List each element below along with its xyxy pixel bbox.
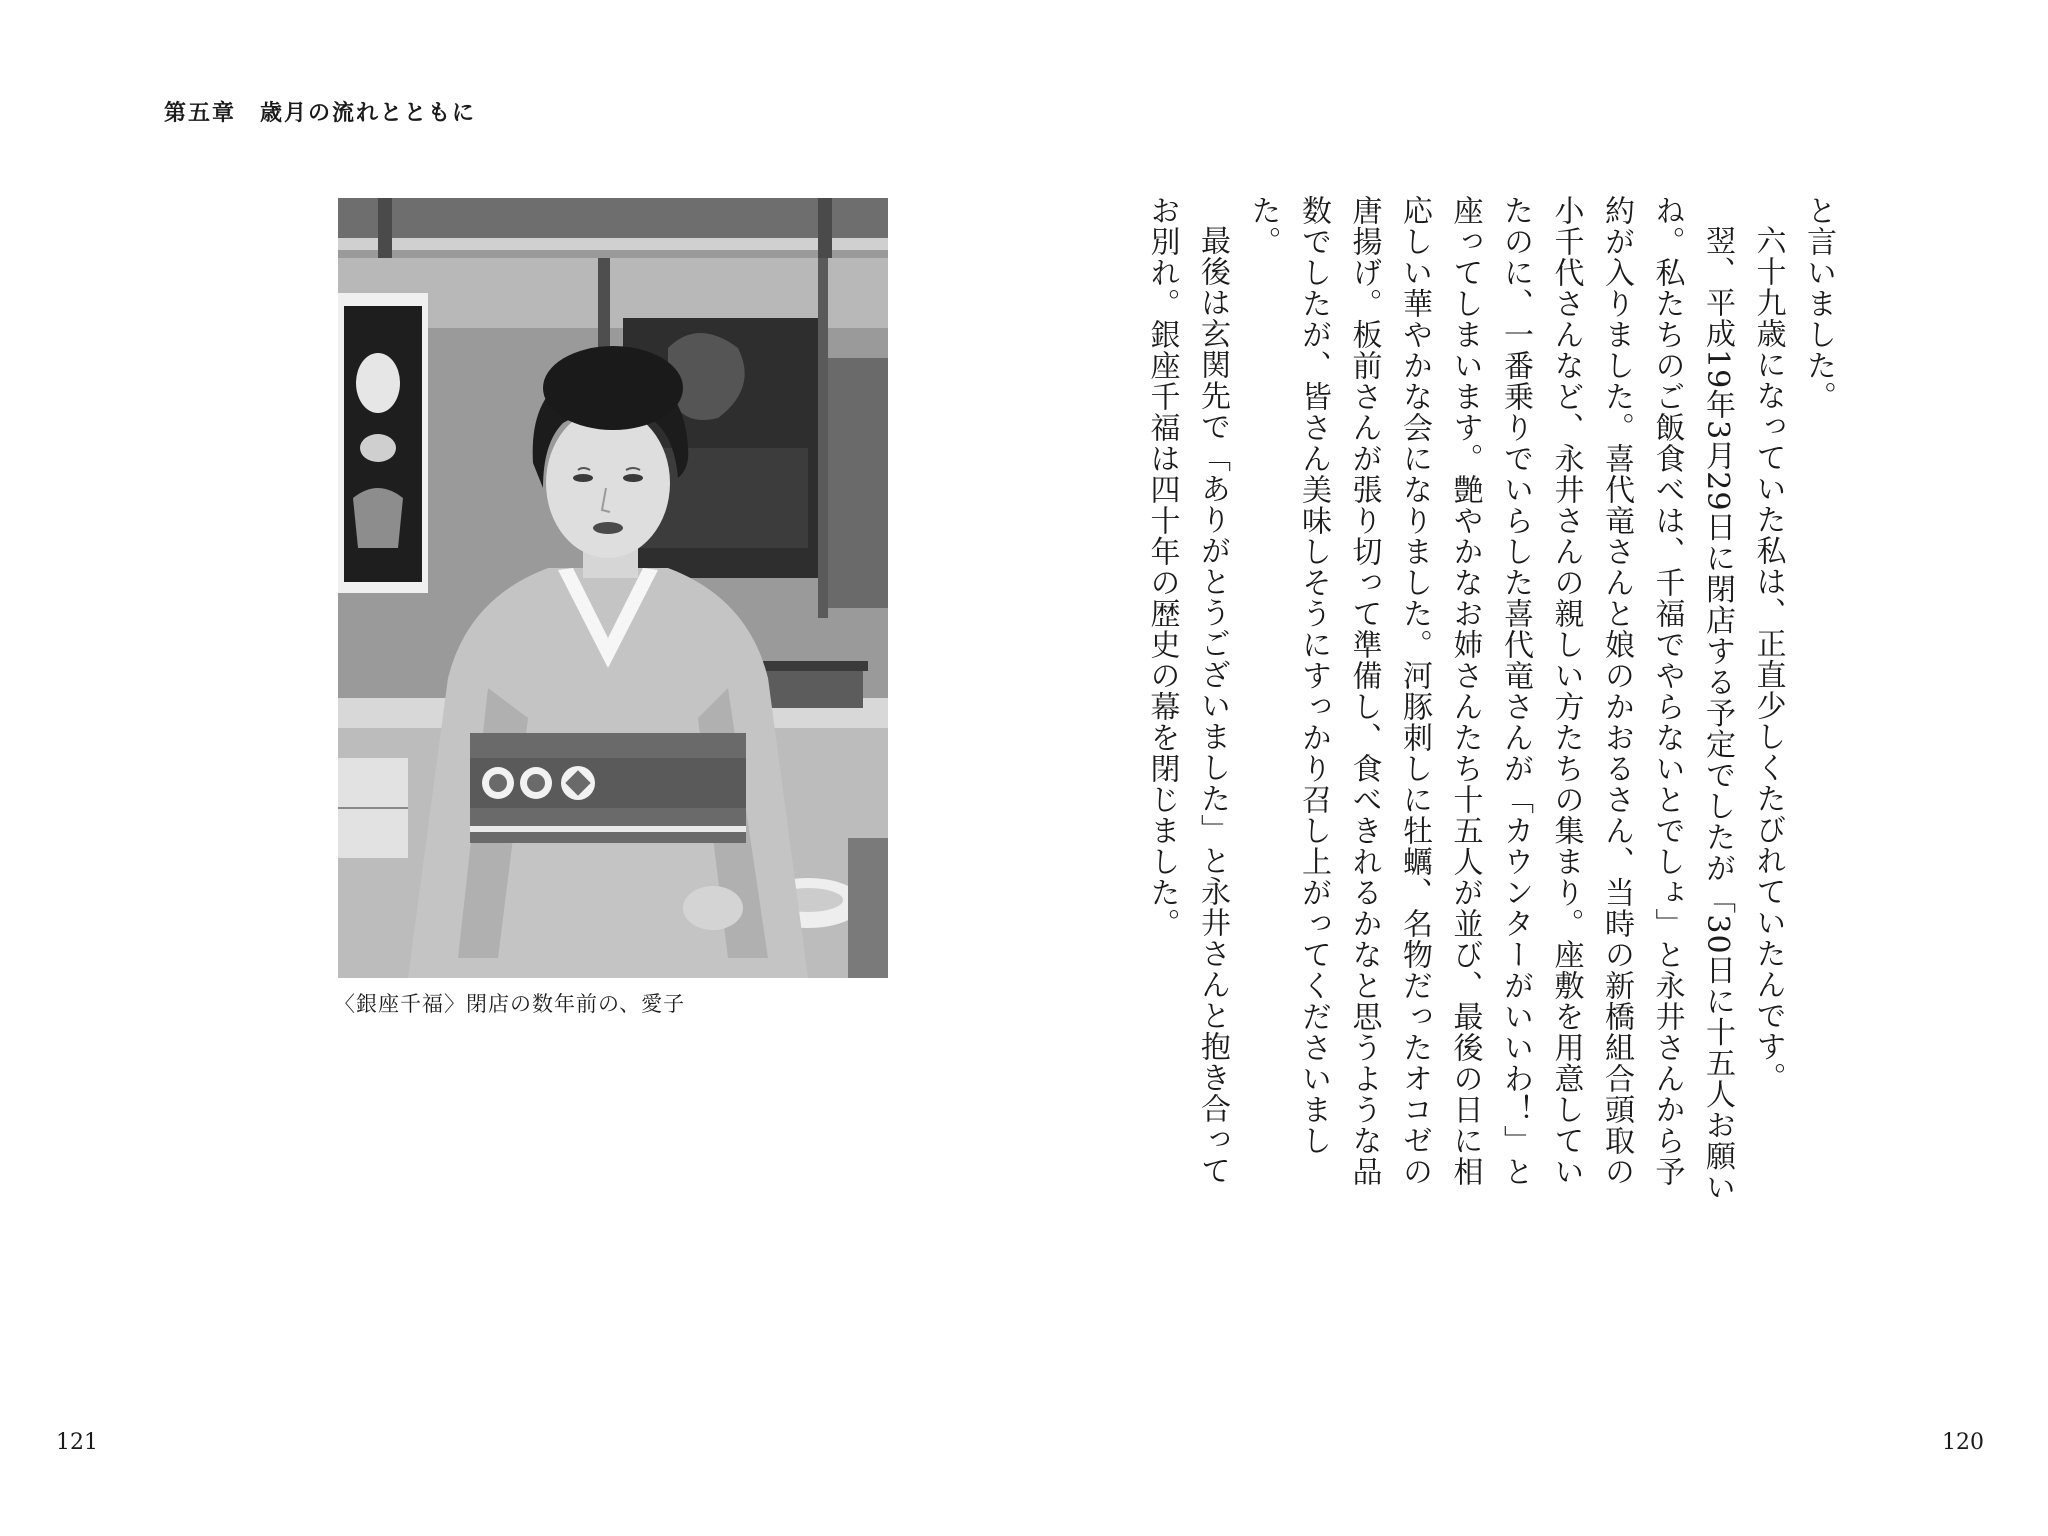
portrait-photo xyxy=(338,198,888,978)
body-text xyxy=(1136,195,1843,1215)
photo-caption: 〈銀座千福〉閉店の数年前の、愛子 xyxy=(334,992,686,1016)
paragraph: 六十九歳になっていた私は、正直少しくたびれていたんです。 xyxy=(1750,225,1786,1093)
chapter-title: 第五章 歳月の流れとともに xyxy=(164,101,477,126)
paragraph: と言いました。 xyxy=(1801,195,1836,412)
page-number-left: 121 xyxy=(56,1430,98,1455)
paragraph: 最後は玄関先で「ありがとうございました」と永井さんと抱き合ってお別れ。銀座千福は四十年の歴史の幕を閉じました。 xyxy=(1144,195,1230,1186)
paragraph: 翌、平成19年3月29日に閉店する予定でしたが「30日に十五人お願いね。私たちのご飯食べは、千福でやらないとでしょ」と永井さんから予約が入りました。喜代竜さんと娘のかおるさん、当時の新橋組合頭取の小千代さんなど、永井さんの親しい方たちの集まり。座敷を用意していたのに、一番乗りでいらした喜代竜さんが「カウンターがいいわ！」と座ってしまいます。艶やかなお姉さんたち十五人が並び、最後の日に相応しい華やかな会になりました。河豚刺しに牡蠣、名物だったオコゼの唐揚げ。板前さんが張り切って準備し、食べきれるかなと思うような品数でしたが、皆さん美味しそうにすっかり召し上がってくださいました。 xyxy=(1245,195,1735,1203)
page-number-right: 120 xyxy=(1942,1430,1984,1455)
